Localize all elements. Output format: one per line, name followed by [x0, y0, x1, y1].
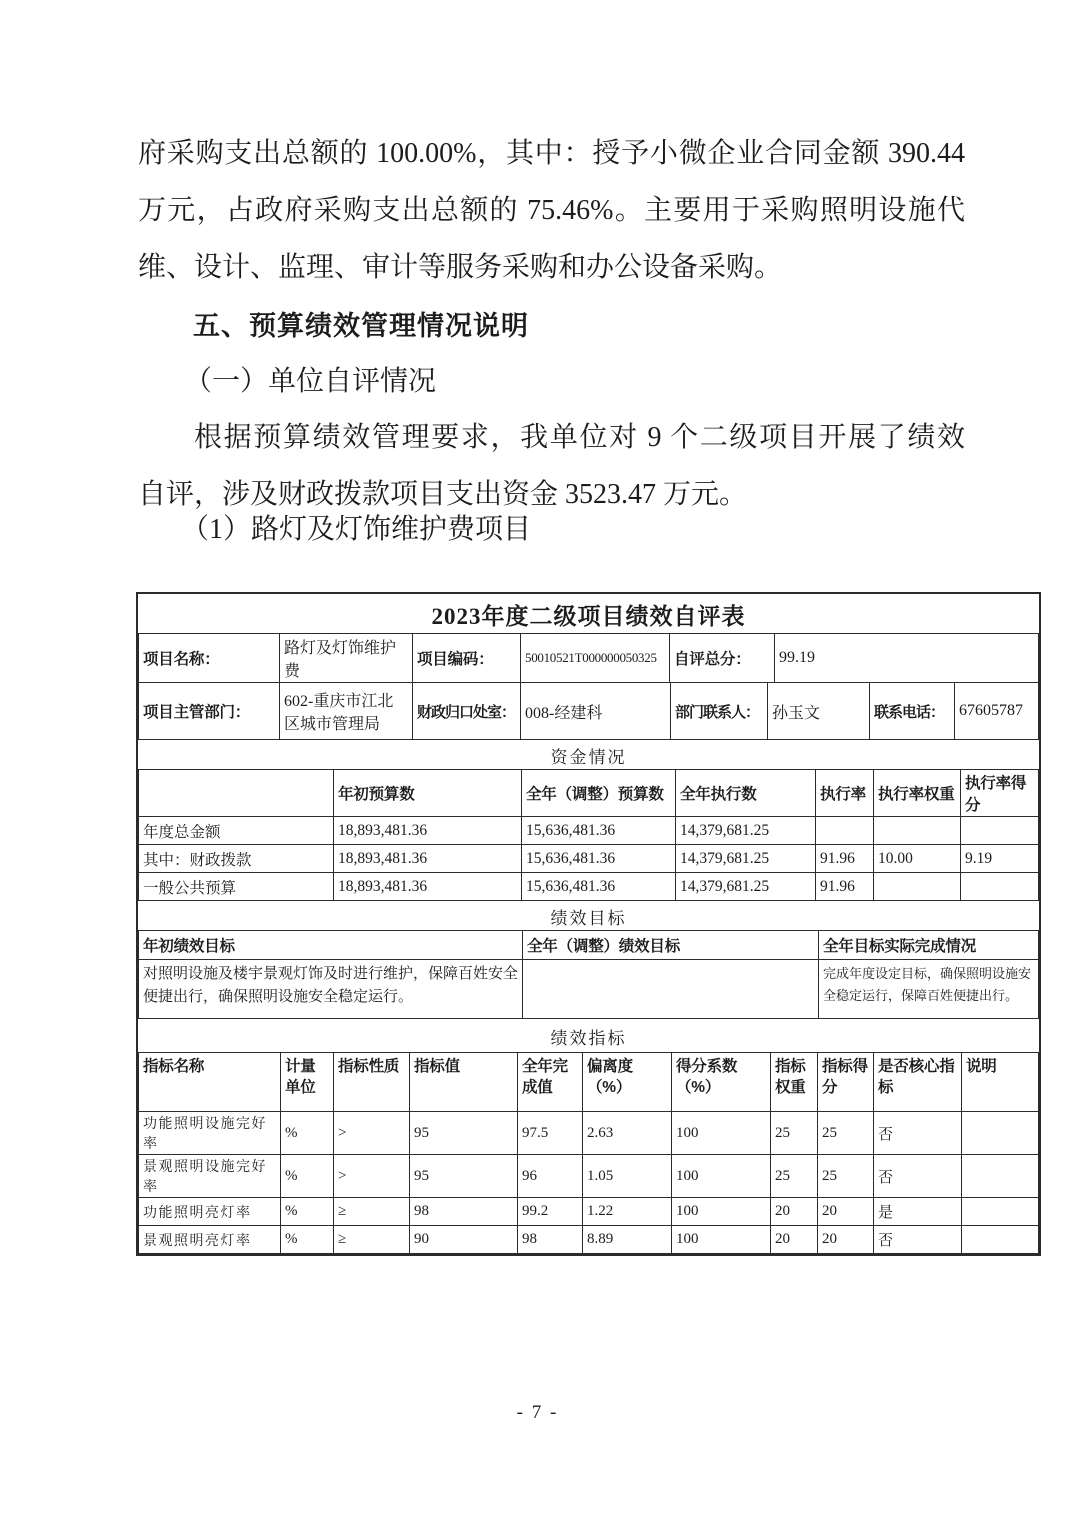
item-heading: （1）路灯及灯饰维护费项目 — [181, 514, 532, 545]
cell — [961, 873, 1039, 901]
cell — [962, 1198, 1039, 1226]
cell: 14,379,681.25 — [676, 873, 816, 901]
cell: 年度总金额 — [139, 817, 334, 845]
cell: 指标权重 — [771, 1053, 818, 1112]
funding-table — [138, 769, 1039, 901]
cell: 20 — [818, 1226, 874, 1254]
cell: 否 — [874, 1226, 962, 1254]
cell: 25 — [818, 1112, 874, 1155]
cell: 98 — [410, 1198, 518, 1226]
cell: 2.63 — [583, 1112, 672, 1155]
cell: 否 — [874, 1155, 962, 1198]
indicators-header-row — [139, 1053, 1039, 1112]
cell: 否 — [874, 1112, 962, 1155]
body-text-line: 根据预算绩效管理要求，我单位对 9 个二级项目开展了绩效 — [194, 422, 965, 453]
cell: 指标名称 — [139, 1053, 281, 1112]
cell: 14,379,681.25 — [676, 817, 816, 845]
self-score-label: 自评总分： — [670, 634, 775, 683]
cell: 执行率 — [816, 770, 874, 817]
goals-section-header: 绩效目标 — [550, 908, 627, 928]
cell: 全年（调整）绩效目标 — [523, 931, 819, 960]
cell: % — [281, 1155, 334, 1198]
cell: 98 — [518, 1226, 583, 1254]
cell: 其中：财政拨款 — [139, 845, 334, 873]
body-text-line: 维、设计、监理、审计等服务采购和办公设备采购。 — [138, 252, 783, 283]
cell: 95 — [410, 1112, 518, 1155]
cell: 25 — [818, 1155, 874, 1198]
contact-value: 孙玉文 — [768, 683, 870, 740]
cell: 指标性质 — [334, 1053, 410, 1112]
cell: 全年完成值 — [518, 1053, 583, 1112]
cell: > — [334, 1112, 410, 1155]
cell: 91.96 — [816, 845, 874, 873]
cell: 15,636,481.36 — [522, 845, 676, 873]
cell: 景观照明设施完好率 — [139, 1155, 281, 1198]
cell: 全年执行数 — [676, 770, 816, 817]
cell — [962, 1226, 1039, 1254]
cell: 15,636,481.36 — [522, 817, 676, 845]
cell: ≥ — [334, 1226, 410, 1254]
cell: 91.96 — [816, 873, 874, 901]
dept-label: 项目主管部门： — [139, 683, 280, 740]
cell: > — [334, 1155, 410, 1198]
cell: 99.2 — [518, 1198, 583, 1226]
funding-header-row — [139, 770, 1039, 817]
cell: 指标得分 — [818, 1053, 874, 1112]
cell: 全年（调整）预算数 — [522, 770, 676, 817]
cell: 功能照明亮灯率 — [139, 1198, 281, 1226]
project-code-value: 50010521T000000050325 — [521, 634, 670, 683]
project-info-row-2 — [138, 682, 1039, 740]
cell: 18,893,481.36 — [334, 817, 522, 845]
cell: 执行率权重 — [874, 770, 961, 817]
funding-row — [139, 817, 1039, 845]
cell: 全年目标实际完成情况 — [819, 931, 1039, 960]
cell: 20 — [818, 1198, 874, 1226]
cell — [962, 1112, 1039, 1155]
cell: 20 — [771, 1198, 818, 1226]
cell: 指标值 — [410, 1053, 518, 1112]
cell: 100 — [672, 1198, 771, 1226]
cell: 95 — [410, 1155, 518, 1198]
project-name-value: 路灯及灯饰维护费 — [280, 634, 413, 683]
table-title: 2023年度二级项目绩效自评表 — [431, 603, 746, 629]
cell — [874, 817, 961, 845]
funding-row — [139, 845, 1039, 873]
cell: % — [281, 1112, 334, 1155]
indicator-row — [139, 1112, 1039, 1155]
phone-label: 联系电话： — [870, 683, 955, 740]
cell — [961, 817, 1039, 845]
cell: 100 — [672, 1112, 771, 1155]
project-info-row-1 — [138, 633, 1039, 683]
cell: 90 — [410, 1226, 518, 1254]
cell: % — [281, 1226, 334, 1254]
cell: 18,893,481.36 — [334, 873, 522, 901]
cell: 一般公共预算 — [139, 873, 334, 901]
cell: 97.5 — [518, 1112, 583, 1155]
body-text-line: 自评，涉及财政拨款项目支出资金 3523.47 万元。 — [138, 479, 748, 510]
adjusted-goal-text — [523, 960, 819, 1019]
cell: 18,893,481.36 — [334, 845, 522, 873]
body-text-line: 万元，占政府采购支出总额的 75.46%。主要用于采购照明设施代 — [138, 195, 965, 226]
cell: 10.00 — [874, 845, 961, 873]
cell — [139, 770, 334, 817]
cell — [874, 873, 961, 901]
cell: 1.05 — [583, 1155, 672, 1198]
goals-content-row — [139, 960, 1039, 1019]
page-number: - 7 - — [516, 1402, 559, 1423]
cell: 20 — [771, 1226, 818, 1254]
cell: 年初预算数 — [334, 770, 522, 817]
cell: 25 — [771, 1155, 818, 1198]
cell — [816, 817, 874, 845]
cell — [962, 1155, 1039, 1198]
cell: 1.22 — [583, 1198, 672, 1226]
cell: 是 — [874, 1198, 962, 1226]
subsection-heading: （一）单位自评情况 — [184, 366, 437, 397]
cell: 得分系数（%） — [672, 1053, 771, 1112]
project-name-label: 项目名称： — [139, 634, 280, 683]
cell: ≥ — [334, 1198, 410, 1226]
funding-section-header: 资金情况 — [550, 747, 627, 767]
project-code-label: 项目编码： — [413, 634, 521, 683]
phone-value: 67605787 — [955, 683, 1039, 740]
office-value: 008-经建科 — [521, 683, 671, 740]
indicators-section-header: 绩效指标 — [550, 1028, 627, 1048]
cell: 偏离度（%） — [583, 1053, 672, 1112]
dept-value: 602-重庆市江北区城市管理局 — [280, 683, 413, 740]
goals-header-row — [139, 931, 1039, 960]
cell: 100 — [672, 1155, 771, 1198]
office-label: 财政归口处室： — [413, 683, 521, 740]
cell: 100 — [672, 1226, 771, 1254]
performance-self-eval-table — [136, 592, 1041, 1256]
cell: 9.19 — [961, 845, 1039, 873]
cell: 功能照明设施完好率 — [139, 1112, 281, 1155]
cell: 是否核心指标 — [874, 1053, 962, 1112]
cell: 15,636,481.36 — [522, 873, 676, 901]
cell: 计量单位 — [281, 1053, 334, 1112]
initial-goal-text: 对照明设施及楼宇景观灯饰及时进行维护，保障百姓安全便捷出行，确保照明设施安全稳定运行。 — [139, 960, 523, 1019]
cell: 96 — [518, 1155, 583, 1198]
section-heading: 五、预算绩效管理情况说明 — [193, 311, 529, 341]
actual-completion-text: 完成年度设定目标，确保照明设施安全稳定运行，保障百姓便捷出行。 — [819, 960, 1039, 1019]
self-score-value: 99.19 — [775, 634, 1039, 683]
cell: 年初绩效目标 — [139, 931, 523, 960]
cell: 说明 — [962, 1053, 1039, 1112]
indicators-table — [138, 1052, 1039, 1254]
indicator-row — [139, 1198, 1039, 1226]
cell: 景观照明亮灯率 — [139, 1226, 281, 1254]
funding-row — [139, 873, 1039, 901]
goals-table — [138, 930, 1039, 1019]
cell: 14,379,681.25 — [676, 845, 816, 873]
cell: 25 — [771, 1112, 818, 1155]
contact-label: 部门联系人： — [671, 683, 768, 740]
cell: 执行率得分 — [961, 770, 1039, 817]
indicator-row — [139, 1226, 1039, 1254]
cell: % — [281, 1198, 334, 1226]
indicator-row — [139, 1155, 1039, 1198]
cell: 8.89 — [583, 1226, 672, 1254]
body-text-line: 府采购支出总额的 100.00%，其中：授予小微企业合同金额 390.44 — [138, 138, 965, 169]
